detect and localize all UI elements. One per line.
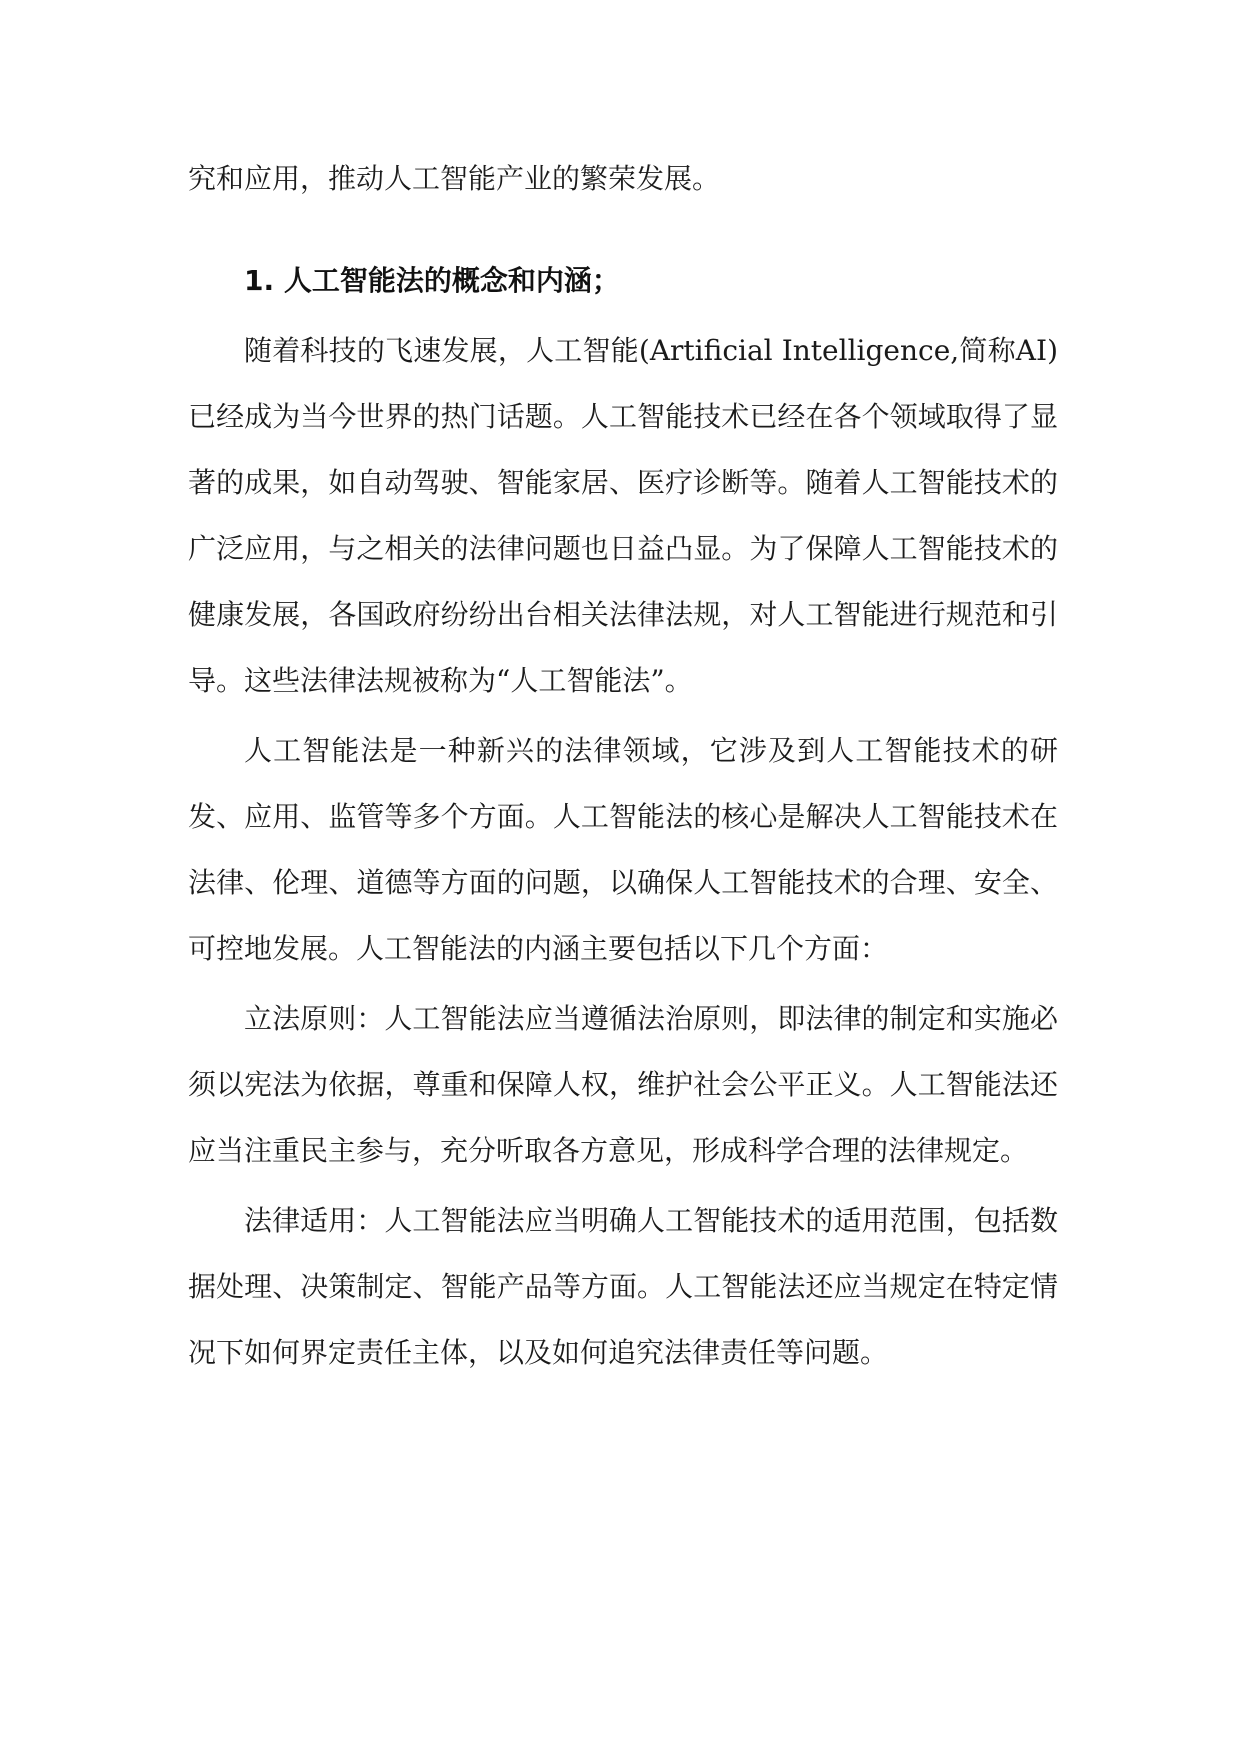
- section-heading: 1. 人工智能法的概念和内涵；: [244, 264, 620, 297]
- continued-paragraph: 究和应用，推动人工智能产业的繁荣发展。: [188, 162, 721, 195]
- paragraph-intro: 随着科技的飞速发展，人工智能(Artificial Intelligence,简称AI)已经成为当今世界的热门话题。人工智能技术已经在各个领域取得了显著的成果，如自动驾驶、智能家居、医疗诊断等。随着人工智能技术的广泛应用，与之相关的法律问题也日益凸显。为了保障人工智能技术的健康发展，各国政府纷纷出台相关法律法规，对人工智能进行规范和引导。这些法律法规被称为“人工智能法”。: [188, 334, 1058, 697]
- document-body: [188, 146, 1058, 1386]
- paragraph-legislative-principles: 立法原则：人工智能法应当遵循法治原则，即法律的制定和实施必须以宪法为依据，尊重和保障人权，维护社会公平正义。人工智能法还应当注重民主参与，充分听取各方意见，形成科学合理的法律规定。: [188, 1002, 1058, 1167]
- paragraph-definition: 人工智能法是一种新兴的法律领域，它涉及到人工智能技术的研发、应用、监管等多个方面。人工智能法的核心是解决人工智能技术在法律、伦理、道德等方面的问题，以确保人工智能技术的合理、安全、可控地发展。人工智能法的内涵主要包括以下几个方面：: [188, 734, 1058, 965]
- paragraph-legal-application: 法律适用：人工智能法应当明确人工智能技术的适用范围，包括数据处理、决策制定、智能产品等方面。人工智能法还应当规定在特定情况下如何界定责任主体，以及如何追究法律责任等问题。: [188, 1204, 1058, 1369]
